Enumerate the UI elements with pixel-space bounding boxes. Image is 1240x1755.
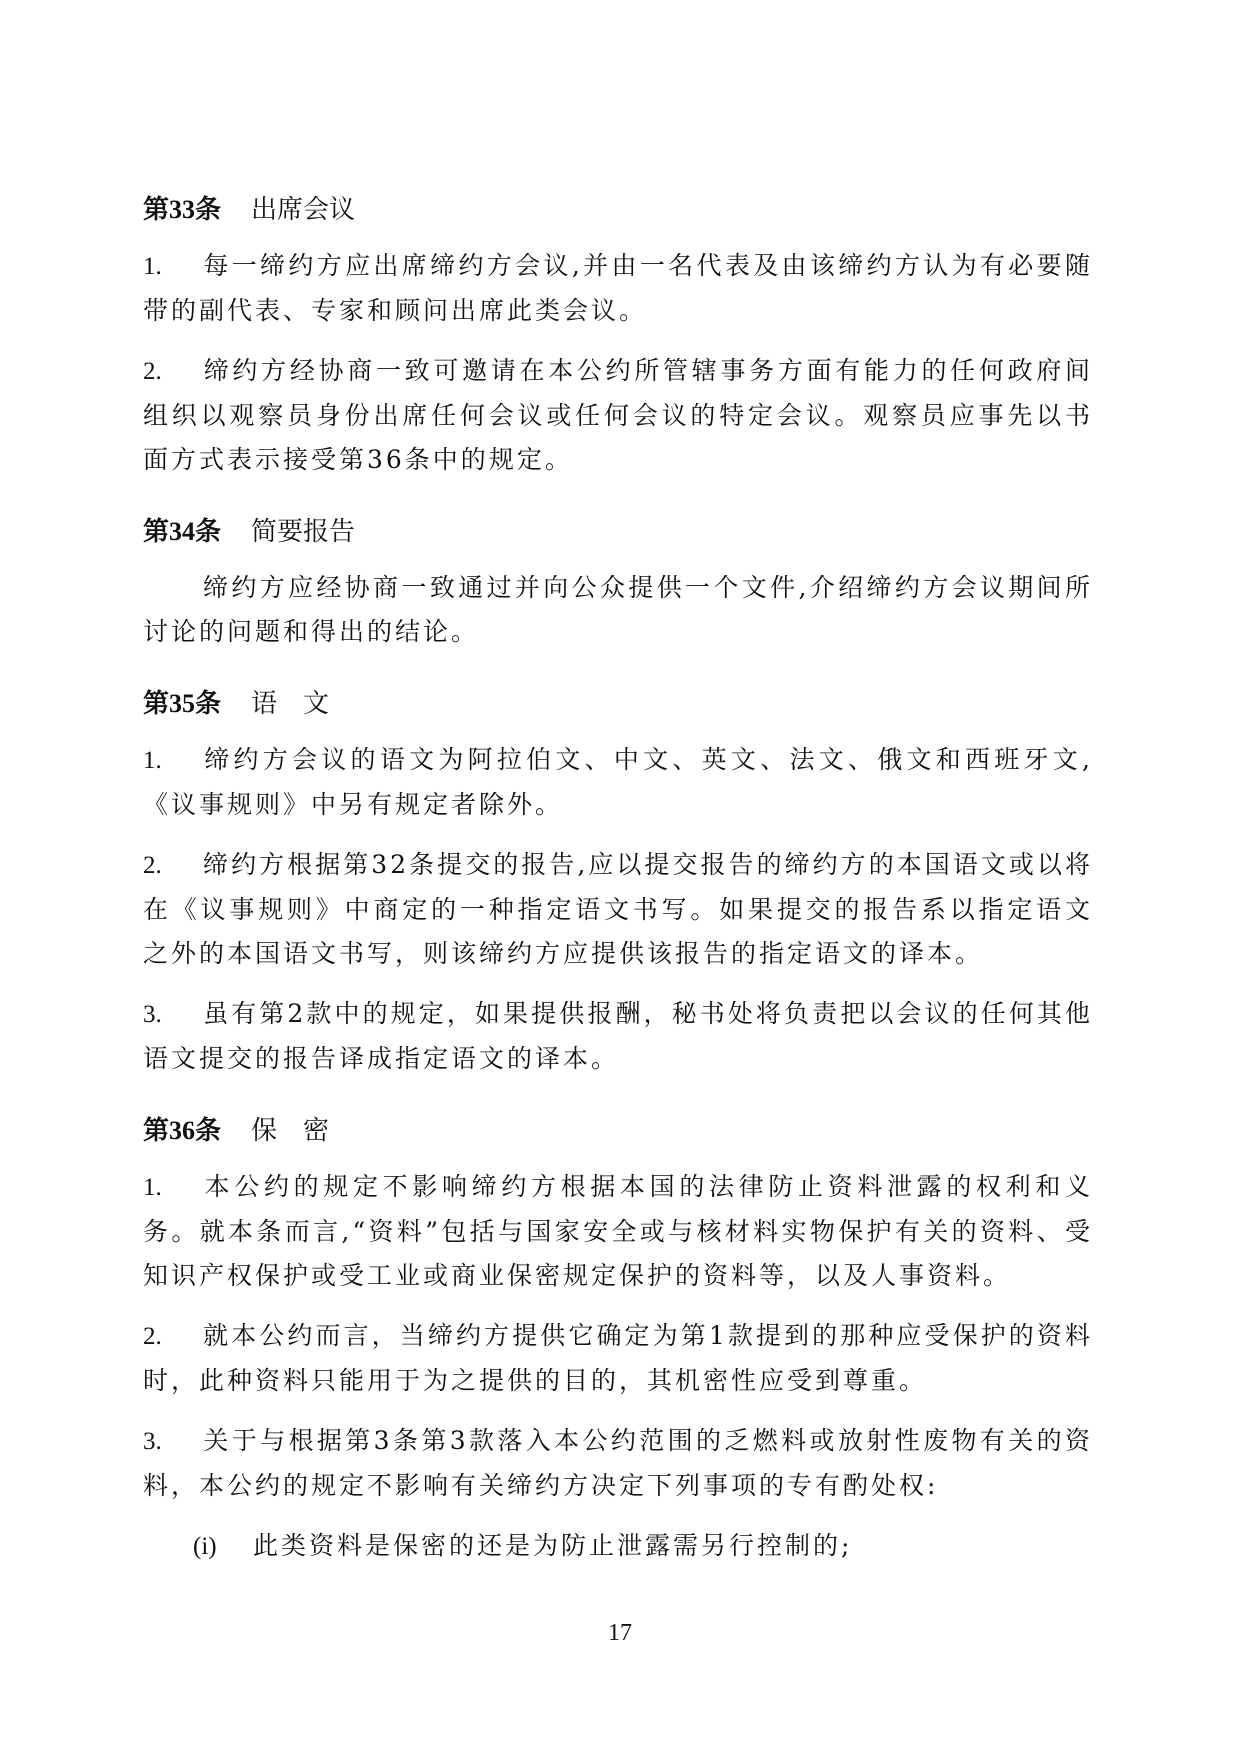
paragraph-text: 本公约的规定不影响缔约方根据本国的法律防止资料泄露的权利和义务。就本条而言,“资料”包括与国家安全或与核材料实物保护有关的资料、受知识产权保护或受工业或商业保密规定保护的资料等，以及人事资料。 — [143, 1172, 1093, 1290]
paragraph — [143, 1165, 1093, 1298]
page-number: 17 — [608, 1620, 632, 1646]
paragraph — [143, 1419, 1093, 1508]
paragraph-number: 1. — [143, 253, 162, 280]
paragraph-number: 1. — [143, 747, 162, 774]
article-number: 第33条 — [143, 195, 222, 224]
sub-item — [193, 1524, 1093, 1569]
paragraph-text: 每一缔约方应出席缔约方会议,并由一名代表及由该缔约方认为有必要随带的副代表、专家和顾问出席此类会议。 — [143, 251, 1093, 325]
paragraph — [143, 843, 1093, 976]
article-title: 保 密 — [251, 1116, 330, 1146]
article-number: 第35条 — [143, 689, 222, 718]
article-number: 第34条 — [143, 517, 222, 546]
paragraph — [143, 738, 1093, 827]
paragraph-number: 2. — [143, 358, 162, 385]
article-title: 语 文 — [251, 689, 330, 719]
paragraph — [143, 1314, 1093, 1403]
paragraph-number: 2. — [143, 852, 162, 879]
article-title: 出席会议 — [251, 195, 356, 225]
paragraph-text: 虽有第2款中的规定，如果提供报酬，秘书处将负责把以会议的任何其他语文提交的报告译成指定语文的译本。 — [143, 999, 1093, 1073]
paragraph-text: 缔约方根据第32条提交的报告,应以提交报告的缔约方的本国语文或以将在《议事规则》中商定的一种指定语文书写。如果提交的报告系以指定语文之外的本国语文书写，则该缔约方应提供该报告的指定语文的译本。 — [143, 850, 1093, 968]
article-33 — [143, 190, 1093, 482]
paragraph-number: 3. — [143, 1001, 162, 1028]
article-heading — [143, 512, 1093, 552]
paragraph-text: 缔约方会议的语文为阿拉伯文、中文、英文、法文、俄文和西班牙文,《议事规则》中另有规定者除外。 — [143, 745, 1093, 819]
paragraph-text: 就本公约而言，当缔约方提供它确定为第1款提到的那种应受保护的资料时，此种资料只能用于为之提供的目的，其机密性应受到尊重。 — [143, 1321, 1093, 1395]
page-content — [143, 190, 1093, 1599]
article-35 — [143, 684, 1093, 1081]
paragraph — [143, 349, 1093, 482]
article-heading — [143, 190, 1093, 230]
paragraph-text: 缔约方经协商一致可邀请在本公约所管辖事务方面有能力的任何政府间组织以观察员身份出席任何会议或任何会议的特定会议。观察员应事先以书面方式表示接受第36条中的规定。 — [143, 356, 1093, 474]
article-title: 简要报告 — [251, 517, 356, 547]
paragraph-number: 1. — [143, 1174, 162, 1201]
article-36 — [143, 1111, 1093, 1569]
paragraph-text: 关于与根据第3条第3款落入本公约范围的乏燃料或放射性废物有关的资料，本公约的规定不影响有关缔约方决定下列事项的专有酌处权: — [143, 1426, 1093, 1500]
sub-item-number: (i) — [193, 1533, 217, 1560]
article-34 — [143, 512, 1093, 654]
article-heading — [143, 684, 1093, 724]
paragraph-number: 3. — [143, 1428, 162, 1455]
sub-item-text: 此类资料是保密的还是为防止泄露需另行控制的; — [253, 1531, 853, 1560]
article-heading — [143, 1111, 1093, 1151]
paragraph-number: 2. — [143, 1323, 162, 1350]
paragraph — [143, 244, 1093, 333]
paragraph — [143, 992, 1093, 1081]
article-number: 第36条 — [143, 1116, 222, 1145]
paragraph — [143, 566, 1093, 654]
paragraph-text: 缔约方应经协商一致通过并向公众提供一个文件,介绍缔约方会议期间所讨论的问题和得出的结论。 — [143, 573, 1093, 646]
